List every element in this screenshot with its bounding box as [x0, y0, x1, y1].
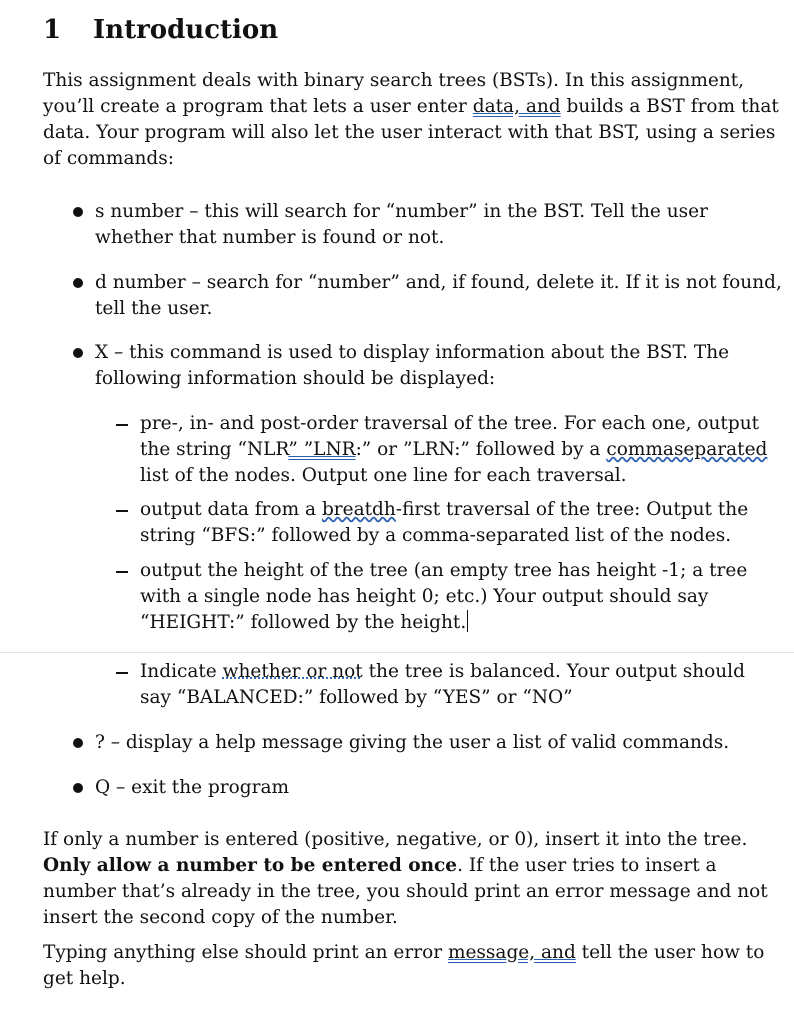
text-cursor: [467, 610, 468, 632]
bullet-dot: [73, 207, 83, 217]
text-line: d number – search for “number” and, if found, delete it. If it is not found,: [95, 272, 782, 293]
page-break-line: [0, 652, 794, 653]
text-line: “HEIGHT:” followed by the height.: [140, 612, 467, 633]
text-line: If only a number is entered (positive, negative, or 0), insert it into the tree.: [43, 829, 748, 850]
bullet-item-delete: [95, 270, 782, 322]
text-line: tell the user.: [95, 298, 213, 319]
bold-text: Only allow a number to be entered once: [43, 855, 458, 876]
text-line: output the height of the tree (an empty tree has height -1; a tree: [140, 560, 748, 581]
bullet-item-quit: [95, 775, 723, 801]
dash-marker: [116, 424, 128, 426]
text-line: following information should be displayed:: [95, 368, 496, 389]
text-line: Typing anything else should print an error message, and tell the user how to: [43, 942, 765, 963]
text-line: number that’s already in the tree, you should print an error message and not: [43, 881, 768, 902]
text-line: say “BALANCED:” followed by “YES” or “NO”: [140, 687, 573, 708]
text-line: get help.: [43, 968, 126, 989]
subitem-traversal: [140, 411, 768, 489]
text-line: with a single node has height 0; etc.) Your output should say: [140, 586, 709, 607]
bullet-item-display: [95, 340, 730, 392]
intro-paragraph: [43, 68, 779, 172]
section-title: Introduction: [93, 15, 279, 45]
bullet-dot: [73, 348, 83, 358]
grammar-mark: message, and: [447, 942, 576, 963]
subitem-bfs: [140, 497, 749, 549]
section-heading: [43, 10, 278, 50]
spelling-mark: breatdh: [321, 499, 396, 520]
text-line: Indicate whether or not the tree is balanced. Your output should: [140, 661, 745, 682]
text-line: the string “NLR” ”LNR:” or ”LRN:” followed by a commaseparated: [140, 439, 768, 460]
bullet-item-help: [95, 730, 730, 756]
bullet-dot: [73, 278, 83, 288]
error-paragraph: [43, 940, 765, 992]
bullet-item-search: [95, 199, 723, 251]
spelling-mark: commaseparated: [606, 439, 768, 460]
text-line: string “BFS:” followed by a comma-separated list of the nodes.: [140, 525, 732, 546]
text-line: insert the second copy of the number.: [43, 907, 398, 928]
section-number: 1: [43, 15, 62, 45]
dash-marker: [116, 672, 128, 674]
text-line: ? – display a help message giving the user a list of valid commands.: [95, 732, 730, 753]
grammar-mark: whether or not: [222, 661, 363, 682]
text-line: list of the nodes. Output one line for each traversal.: [140, 465, 627, 486]
grammar-mark: data, and: [472, 96, 561, 117]
text-line: pre-, in- and post-order traversal of the tree. For each one, output: [140, 413, 760, 434]
text-line: s number – this will search for “number” in the BST. Tell the user: [95, 201, 708, 222]
text-line: whether that number is found or not.: [95, 227, 445, 248]
dash-marker: [116, 571, 128, 573]
text-line: X – this command is used to display information about the BST. The: [95, 342, 730, 363]
text-line: Q – exit the program: [95, 777, 290, 798]
text-line: of commands:: [43, 148, 174, 169]
text-line: This assignment deals with binary search trees (BSTs). In this assignment,: [43, 70, 745, 91]
subitem-balanced: [140, 659, 745, 711]
text-line: output data from a breatdh-first traversal of the tree: Output the: [140, 499, 749, 520]
bullet-dot: [73, 738, 83, 748]
text-line: you’ll create a program that lets a user enter data, and builds a BST from that: [43, 96, 779, 117]
dash-marker: [116, 510, 128, 512]
insert-paragraph: [43, 827, 768, 931]
text-line: data. Your program will also let the user interact with that BST, using a series: [43, 122, 776, 143]
text-line: Only allow a number to be entered once. If the user tries to insert a: [43, 855, 717, 876]
subitem-height: [140, 558, 748, 636]
bullet-dot: [73, 783, 83, 793]
grammar-mark: ” ”LNR: [288, 439, 356, 460]
